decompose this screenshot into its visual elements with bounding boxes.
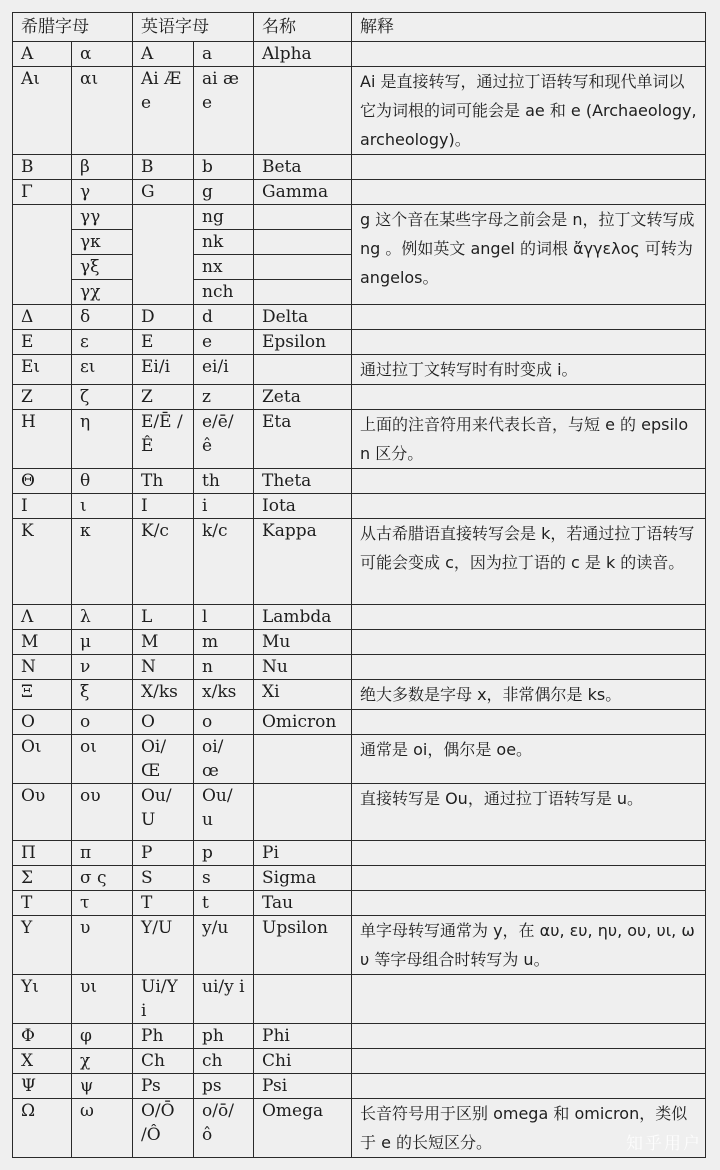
greek-lowercase: υ — [72, 916, 133, 975]
letter-name — [254, 735, 352, 784]
explanation: 从古希腊语直接转写会是 k，若通过拉丁语转写可能会变成 c，因为拉丁语的 c 是 k 的读音。 — [352, 519, 706, 605]
english-uppercase: Ch — [133, 1049, 194, 1074]
explanation — [352, 155, 706, 180]
greek-lowercase: ν — [72, 655, 133, 680]
greek-lowercase: μ — [72, 630, 133, 655]
greek-uppercase: Ε — [13, 330, 72, 355]
greek-lowercase: γ — [72, 180, 133, 205]
explanation — [352, 385, 706, 410]
letter-name — [254, 205, 352, 230]
english-uppercase: B — [133, 155, 194, 180]
letter-name — [254, 355, 352, 385]
explanation: 绝大多数是字母 x，非常偶尔是 ks。 — [352, 680, 706, 710]
english-lowercase: ei/i — [194, 355, 254, 385]
greek-uppercase: Μ — [13, 630, 72, 655]
letter-name: Iota — [254, 494, 352, 519]
english-uppercase: D — [133, 305, 194, 330]
english-lowercase: x/ks — [194, 680, 254, 710]
greek-lowercase: ου — [72, 784, 133, 841]
greek-lowercase: υι — [72, 975, 133, 1024]
letter-name: Phi — [254, 1024, 352, 1049]
greek-uppercase: Τ — [13, 891, 72, 916]
explanation — [352, 841, 706, 866]
english-uppercase: A — [133, 42, 194, 67]
greek-lowercase: αι — [72, 67, 133, 155]
table-row — [13, 655, 706, 680]
english-lowercase: y/u — [194, 916, 254, 975]
english-uppercase: Ps — [133, 1074, 194, 1099]
greek-lowercase: γχ — [72, 280, 133, 305]
explanation — [352, 866, 706, 891]
table-row — [13, 494, 706, 519]
explanation: 通常是 oi，偶尔是 oe。 — [352, 735, 706, 784]
greek-uppercase: Λ — [13, 605, 72, 630]
greek-lowercase: οι — [72, 735, 133, 784]
explanation: 长音符号用于区别 omega 和 omicron，类似于 e 的长短区分。 — [352, 1099, 706, 1158]
english-uppercase: Ui/Y i — [133, 975, 194, 1024]
greek-uppercase: Υ — [13, 916, 72, 975]
greek-lowercase: ω — [72, 1099, 133, 1158]
english-uppercase: T — [133, 891, 194, 916]
letter-name — [254, 67, 352, 155]
english-uppercase: E — [133, 330, 194, 355]
letter-name — [254, 280, 352, 305]
greek-lowercase: χ — [72, 1049, 133, 1074]
explanation — [352, 630, 706, 655]
header-note: 解释 — [352, 13, 706, 42]
english-lowercase: e/ē/ ê — [194, 410, 254, 469]
letter-name — [254, 230, 352, 255]
table-row — [13, 891, 706, 916]
greek-lowercase: β — [72, 155, 133, 180]
english-lowercase: n — [194, 655, 254, 680]
table-row — [13, 1024, 706, 1049]
greek-lowercase: ξ — [72, 680, 133, 710]
greek-lowercase: π — [72, 841, 133, 866]
explanation: 单字母转写通常为 y，在 αυ, ευ, ηυ, ου, υι, ωυ 等字母组合时转写为 u。 — [352, 916, 706, 975]
header-name: 名称 — [254, 13, 352, 42]
greek-uppercase: Θ — [13, 469, 72, 494]
explanation — [352, 180, 706, 205]
english-lowercase: o/ō/ ô — [194, 1099, 254, 1158]
english-lowercase: ph — [194, 1024, 254, 1049]
table-row — [13, 410, 706, 469]
english-lowercase: o — [194, 710, 254, 735]
letter-name: Xi — [254, 680, 352, 710]
table-row — [13, 710, 706, 735]
english-uppercase: Ei/i — [133, 355, 194, 385]
english-uppercase: Ai Æ e — [133, 67, 194, 155]
english-lowercase: g — [194, 180, 254, 205]
english-lowercase: t — [194, 891, 254, 916]
english-uppercase: Oi/ Œ — [133, 735, 194, 784]
greek-lowercase: κ — [72, 519, 133, 605]
english-lowercase: e — [194, 330, 254, 355]
table-row — [13, 1049, 706, 1074]
letter-name: Chi — [254, 1049, 352, 1074]
english-lowercase: b — [194, 155, 254, 180]
table-row — [13, 305, 706, 330]
greek-lowercase: ζ — [72, 385, 133, 410]
letter-name: Delta — [254, 305, 352, 330]
table-row — [13, 355, 706, 385]
english-uppercase: I — [133, 494, 194, 519]
english-uppercase: O — [133, 710, 194, 735]
greek-uppercase: Β — [13, 155, 72, 180]
letter-name: Gamma — [254, 180, 352, 205]
letter-name: Epsilon — [254, 330, 352, 355]
greek-uppercase: Φ — [13, 1024, 72, 1049]
greek-lowercase: λ — [72, 605, 133, 630]
english-uppercase: Y/U — [133, 916, 194, 975]
table-row — [13, 330, 706, 355]
table-row — [13, 155, 706, 180]
explanation — [352, 1074, 706, 1099]
explanation — [352, 42, 706, 67]
english-uppercase: P — [133, 841, 194, 866]
greek-lowercase: η — [72, 410, 133, 469]
explanation: 直接转写是 Ou，通过拉丁语转写是 u。 — [352, 784, 706, 841]
greek-uppercase: Αι — [13, 67, 72, 155]
english-lowercase: ui/y i — [194, 975, 254, 1024]
english-uppercase: N — [133, 655, 194, 680]
table-row — [13, 205, 706, 230]
table-row — [13, 630, 706, 655]
english-lowercase: d — [194, 305, 254, 330]
greek-uppercase: Δ — [13, 305, 72, 330]
table-row — [13, 866, 706, 891]
letter-name: Beta — [254, 155, 352, 180]
english-lowercase: l — [194, 605, 254, 630]
english-uppercase: G — [133, 180, 194, 205]
letter-name: Tau — [254, 891, 352, 916]
english-uppercase — [133, 205, 194, 305]
greek-lowercase: ει — [72, 355, 133, 385]
table-row — [13, 735, 706, 784]
letter-name: Upsilon — [254, 916, 352, 975]
letter-name: Lambda — [254, 605, 352, 630]
explanation — [352, 1024, 706, 1049]
greek-lowercase: θ — [72, 469, 133, 494]
letter-name: Omega — [254, 1099, 352, 1158]
english-lowercase: a — [194, 42, 254, 67]
greek-lowercase: ο — [72, 710, 133, 735]
greek-uppercase: Ν — [13, 655, 72, 680]
greek-lowercase: ε — [72, 330, 133, 355]
english-lowercase: ai æ e — [194, 67, 254, 155]
explanation: 上面的注音符用来代表长音，与短 e 的 epsilon 区分。 — [352, 410, 706, 469]
english-lowercase: ch — [194, 1049, 254, 1074]
explanation — [352, 330, 706, 355]
greek-lowercase: γκ — [72, 230, 133, 255]
table-row — [13, 385, 706, 410]
english-uppercase: Ou/ U — [133, 784, 194, 841]
header-greek: 希腊字母 — [13, 13, 133, 42]
english-uppercase: S — [133, 866, 194, 891]
explanation — [352, 494, 706, 519]
letter-name: Alpha — [254, 42, 352, 67]
greek-lowercase: ι — [72, 494, 133, 519]
english-lowercase: nx — [194, 255, 254, 280]
letter-name: Zeta — [254, 385, 352, 410]
greek-uppercase: Οι — [13, 735, 72, 784]
greek-lowercase: γγ — [72, 205, 133, 230]
watermark: 知乎用户 — [626, 1134, 702, 1154]
greek-uppercase: Υι — [13, 975, 72, 1024]
explanation — [352, 469, 706, 494]
english-lowercase: ng — [194, 205, 254, 230]
explanation — [352, 1049, 706, 1074]
greek-uppercase: Ει — [13, 355, 72, 385]
explanation — [352, 710, 706, 735]
greek-uppercase: Ι — [13, 494, 72, 519]
english-lowercase: z — [194, 385, 254, 410]
table-row — [13, 784, 706, 841]
header-english: 英语字母 — [133, 13, 254, 42]
greek-uppercase: Κ — [13, 519, 72, 605]
greek-lowercase: δ — [72, 305, 133, 330]
letter-name: Sigma — [254, 866, 352, 891]
greek-lowercase: γξ — [72, 255, 133, 280]
greek-lowercase: φ — [72, 1024, 133, 1049]
english-lowercase: th — [194, 469, 254, 494]
english-lowercase: m — [194, 630, 254, 655]
english-lowercase: nk — [194, 230, 254, 255]
greek-uppercase: Ο — [13, 710, 72, 735]
english-uppercase: M — [133, 630, 194, 655]
table-row — [13, 67, 706, 155]
english-uppercase: Ph — [133, 1024, 194, 1049]
english-uppercase: E/Ē /Ê — [133, 410, 194, 469]
greek-uppercase: Ου — [13, 784, 72, 841]
letter-name — [254, 255, 352, 280]
greek-uppercase: Γ — [13, 180, 72, 205]
letter-name — [254, 784, 352, 841]
explanation: Ai 是直接转写，通过拉丁语转写和现代单词以它为词根的词可能会是 ae 和 e (Archaeology, archeology)。 — [352, 67, 706, 155]
greek-uppercase: Ζ — [13, 385, 72, 410]
english-lowercase: Ou/ u — [194, 784, 254, 841]
table-row — [13, 916, 706, 975]
greek-uppercase: Ψ — [13, 1074, 72, 1099]
table-row — [13, 975, 706, 1024]
greek-uppercase: Χ — [13, 1049, 72, 1074]
letter-name: Theta — [254, 469, 352, 494]
english-uppercase: L — [133, 605, 194, 630]
greek-lowercase: σ ς — [72, 866, 133, 891]
table-row — [13, 1099, 706, 1158]
table-row — [13, 1074, 706, 1099]
english-lowercase: k/c — [194, 519, 254, 605]
letter-name: Eta — [254, 410, 352, 469]
greek-uppercase: Σ — [13, 866, 72, 891]
table-row — [13, 42, 706, 67]
table-row — [13, 180, 706, 205]
english-uppercase: Z — [133, 385, 194, 410]
table-row — [13, 519, 706, 605]
english-lowercase: p — [194, 841, 254, 866]
english-uppercase: Th — [133, 469, 194, 494]
greek-uppercase: Ξ — [13, 680, 72, 710]
greek-uppercase — [13, 205, 72, 305]
header-row — [13, 13, 706, 42]
english-lowercase: nch — [194, 280, 254, 305]
english-lowercase: ps — [194, 1074, 254, 1099]
explanation — [352, 891, 706, 916]
table-row — [13, 605, 706, 630]
letter-name: Pi — [254, 841, 352, 866]
table-row — [13, 841, 706, 866]
english-uppercase: O/Ō /Ô — [133, 1099, 194, 1158]
letter-name: Kappa — [254, 519, 352, 605]
table-body — [13, 42, 706, 1158]
explanation: g 这个音在某些字母之前会是 n，拉丁文转写成 ng 。例如英文 angel 的词根 ἄγγελος 可转为 angelos。 — [352, 205, 706, 305]
english-lowercase: i — [194, 494, 254, 519]
letter-name: Nu — [254, 655, 352, 680]
letter-name: Omicron — [254, 710, 352, 735]
greek-uppercase: Α — [13, 42, 72, 67]
letter-name: Mu — [254, 630, 352, 655]
explanation — [352, 655, 706, 680]
english-lowercase: s — [194, 866, 254, 891]
english-lowercase: oi/ œ — [194, 735, 254, 784]
letter-name — [254, 975, 352, 1024]
english-uppercase: K/c — [133, 519, 194, 605]
english-uppercase: X/ks — [133, 680, 194, 710]
explanation — [352, 975, 706, 1024]
table-row — [13, 680, 706, 710]
greek-lowercase: ψ — [72, 1074, 133, 1099]
greek-transliteration-table — [12, 12, 706, 1158]
explanation: 通过拉丁文转写时有时变成 i。 — [352, 355, 706, 385]
greek-lowercase: τ — [72, 891, 133, 916]
greek-uppercase: Π — [13, 841, 72, 866]
explanation — [352, 305, 706, 330]
letter-name: Psi — [254, 1074, 352, 1099]
greek-uppercase: Ω — [13, 1099, 72, 1158]
greek-lowercase: α — [72, 42, 133, 67]
explanation — [352, 605, 706, 630]
greek-uppercase: Η — [13, 410, 72, 469]
table-row — [13, 469, 706, 494]
